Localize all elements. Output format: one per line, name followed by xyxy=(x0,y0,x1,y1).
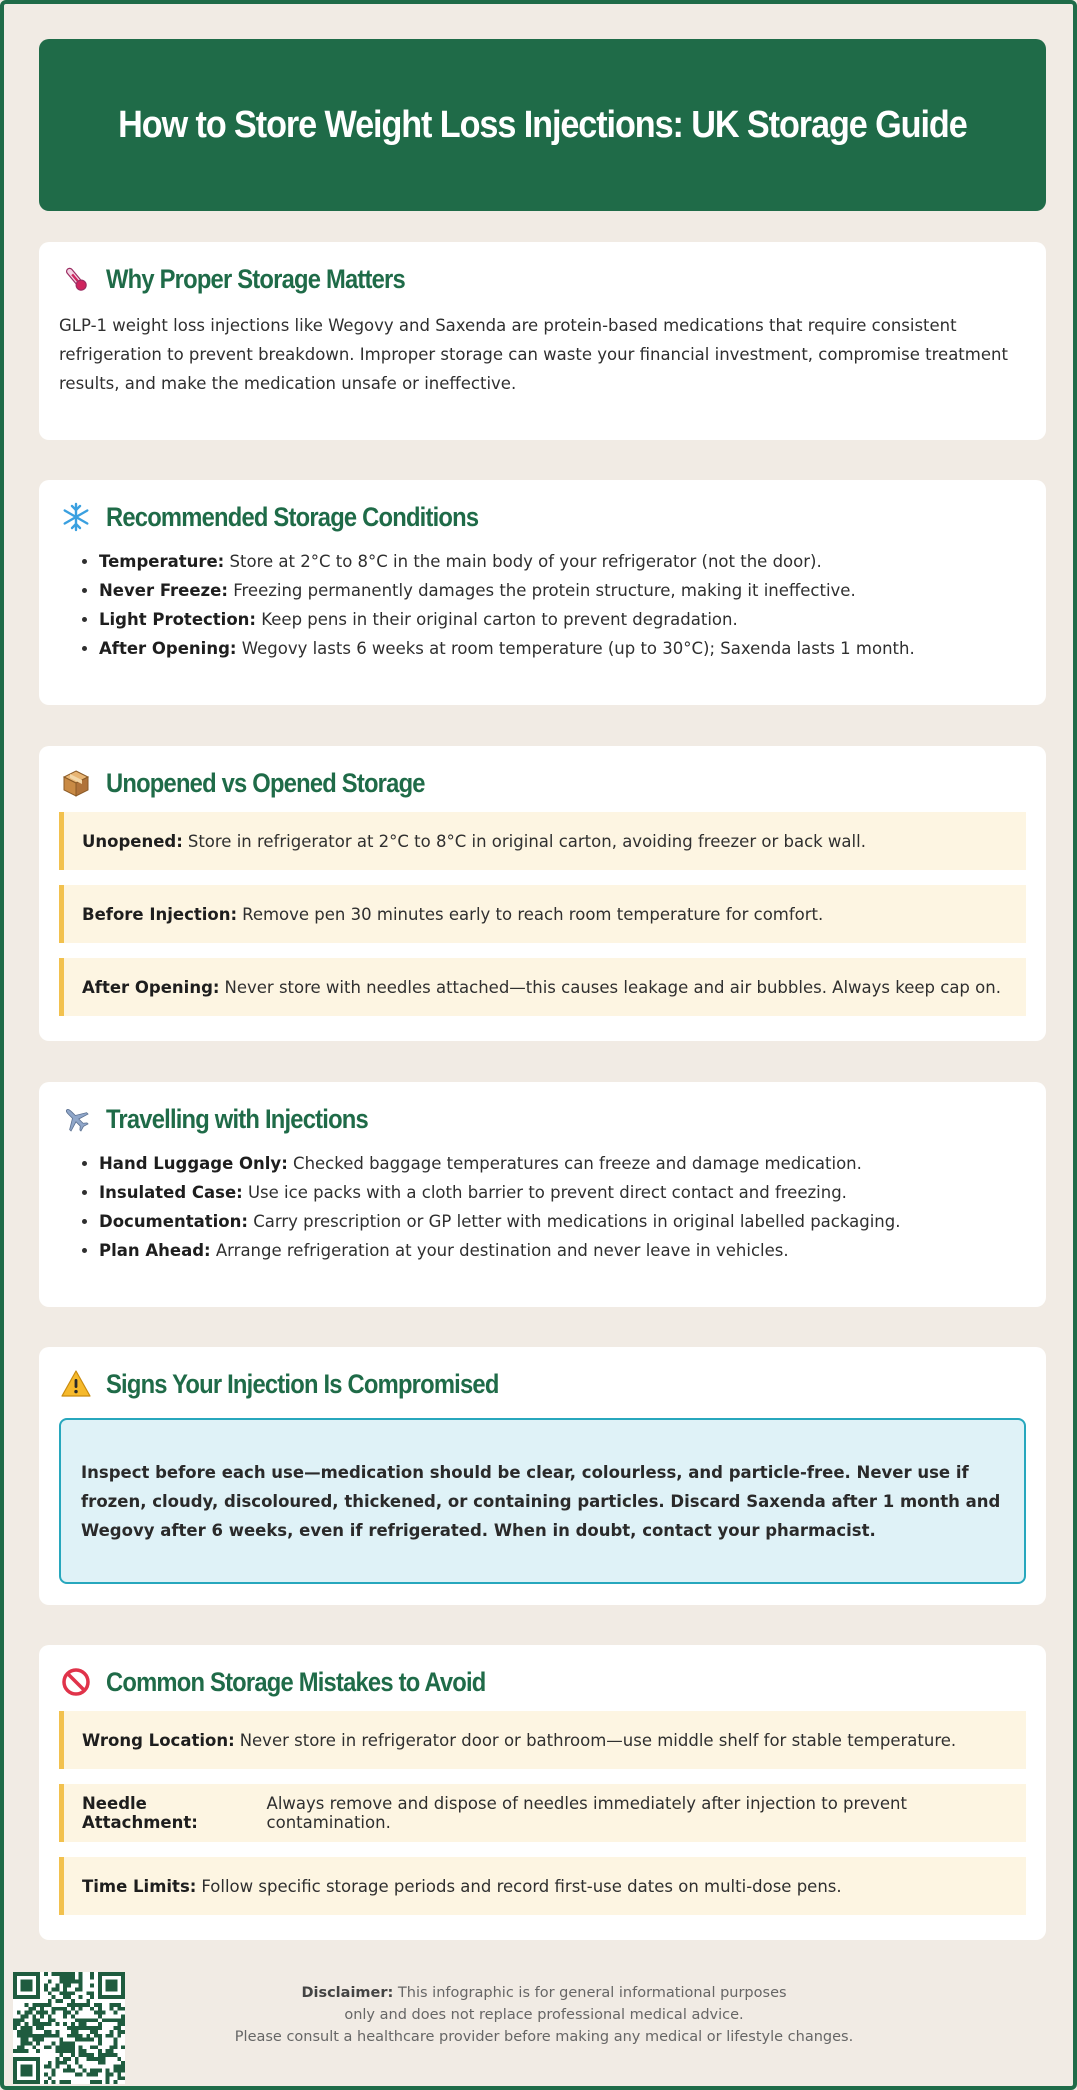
card-why-storage-matters xyxy=(39,242,1046,440)
footer xyxy=(4,1972,1077,2082)
section-title: Why Proper Storage Matters xyxy=(106,263,405,294)
section-title: Unopened vs Opened Storage xyxy=(106,767,425,798)
qr-code-icon[interactable] xyxy=(13,1972,125,2084)
page-title: How to Store Weight Loss Injections: UK Storage Guide xyxy=(118,103,967,146)
thermometer-icon xyxy=(59,262,93,296)
list-item: • Documentation: Carry prescription or GP letter with medications in original labelled packaging. xyxy=(99,1207,1026,1236)
card-unopened-vs-opened xyxy=(39,746,1046,1041)
note-unopened: Unopened: Store in refrigerator at 2°C to 8°C in original carton, avoiding freezer or back wall. xyxy=(59,812,1026,870)
list-item: • Insulated Case: Use ice packs with a cloth barrier to prevent direct contact and freezing. xyxy=(99,1178,1026,1207)
list-item: • Plan Ahead: Arrange refrigeration at your destination and never leave in vehicles. xyxy=(99,1236,1026,1265)
section-title: Recommended Storage Conditions xyxy=(106,501,479,532)
prohibited-icon xyxy=(59,1665,93,1699)
conditions-list xyxy=(59,547,1026,663)
card-common-mistakes xyxy=(39,1645,1046,1940)
note-before-injection: Before Injection: Remove pen 30 minutes early to reach room temperature for comfort. xyxy=(59,885,1026,943)
travel-list xyxy=(59,1149,1026,1265)
card-title-row xyxy=(59,497,1026,537)
list-item: • After Opening: Wegovy lasts 6 weeks at room temperature (up to 30°C); Saxenda lasts 1 month. xyxy=(99,634,1026,663)
note-needle-attachment: Needle Attachment: Always remove and dispose of needles immediately after injection to prevent contamination. xyxy=(59,1784,1026,1842)
page-header xyxy=(39,39,1046,211)
card-title-row xyxy=(59,1662,1026,1702)
warning-box xyxy=(59,1418,1026,1584)
card-title-row xyxy=(59,1099,1026,1139)
card-title-row xyxy=(59,1364,1026,1404)
section-title: Signs Your Injection Is Compromised xyxy=(106,1368,499,1399)
card-travelling xyxy=(39,1082,1046,1307)
warning-icon xyxy=(59,1367,93,1401)
list-item: • Never Freeze: Freezing permanently damages the protein structure, making it ineffective. xyxy=(99,576,1026,605)
disclaimer: Disclaimer: This infographic is for general informational purposes only and does not replace professional medical advice. Please consult a healthcare provider before making any medical or lifestyle changes. xyxy=(234,1985,854,2045)
list-item: • Temperature: Store at 2°C to 8°C in the main body of your refrigerator (not the door). xyxy=(99,547,1026,576)
package-icon xyxy=(59,766,93,800)
note-after-opening: After Opening: Never store with needles attached—this causes leakage and air bubbles. Always keep cap on. xyxy=(59,958,1026,1016)
note-wrong-location: Wrong Location: Never store in refrigerator door or bathroom—use middle shelf for stable temperature. xyxy=(59,1711,1026,1769)
note-time-limits: Time Limits: Follow specific storage periods and record first-use dates on multi-dose pens. xyxy=(59,1857,1026,1915)
section-title: Travelling with Injections xyxy=(106,1103,368,1134)
snowflake-icon xyxy=(59,500,93,534)
list-item: • Hand Luggage Only: Checked baggage temperatures can freeze and damage medication. xyxy=(99,1149,1026,1178)
section-paragraph: GLP-1 weight loss injections like Wegovy and Saxenda are protein-based medications that require consistent refrigeration to prevent breakdown. Improper storage can waste your financial investment, compromise treatment results, and make the medication unsafe or ineffective. xyxy=(59,316,1008,393)
card-title-row xyxy=(59,259,1026,299)
warning-text: Inspect before each use—medication should be clear, colourless, and particle-free. Never use if frozen, cloudy, discoloured, thickened, or containing particles. Discard Saxenda after 1 month and Wegovy after 6 weeks, even if refrigerated. When in doubt, contact your pharmacist. xyxy=(81,1462,1001,1540)
card-title-row xyxy=(59,763,1026,803)
airplane-icon xyxy=(59,1102,93,1136)
card-storage-conditions xyxy=(39,480,1046,705)
section-title: Common Storage Mistakes to Avoid xyxy=(106,1666,486,1697)
card-signs-compromised xyxy=(39,1347,1046,1605)
list-item: • Light Protection: Keep pens in their original carton to prevent degradation. xyxy=(99,605,1026,634)
